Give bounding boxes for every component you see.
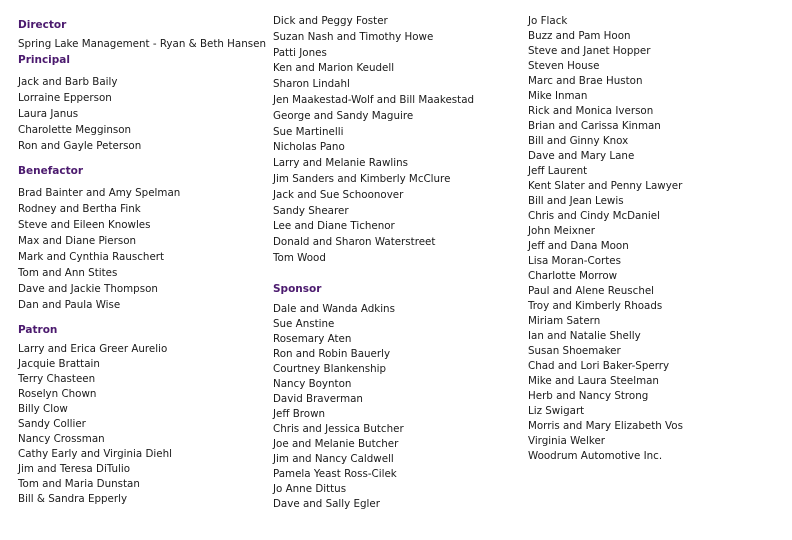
donor-name: Miriam Satern bbox=[528, 315, 601, 327]
donor-name: Marc and Brae Huston bbox=[528, 75, 643, 87]
donor-name: Herb and Nancy Strong bbox=[528, 390, 649, 402]
heading-sponsor: Sponsor bbox=[273, 283, 322, 295]
list-director bbox=[18, 36, 266, 52]
donor-name: Joe and Melanie Butcher bbox=[273, 438, 399, 450]
heading-patron: Patron bbox=[18, 324, 58, 336]
donor-name: Kent Slater and Penny Lawyer bbox=[528, 180, 683, 192]
donor-name: Suzan Nash and Timothy Howe bbox=[273, 30, 434, 43]
donor-name: Rodney and Bertha Fink bbox=[18, 203, 141, 215]
donor-name: Steven House bbox=[528, 60, 600, 72]
donor-name: Nancy Boynton bbox=[273, 378, 352, 390]
donor-name: Tom and Ann Stites bbox=[18, 267, 118, 279]
donor-name: Billy Clow bbox=[18, 403, 68, 415]
donor-name: Nancy Crossman bbox=[18, 433, 105, 445]
donor-name: Spring Lake Management - Ryan & Beth Hansen bbox=[18, 38, 266, 50]
donor-name: Mark and Cynthia Rauschert bbox=[18, 251, 165, 263]
donor-name: Chris and Cindy McDaniel bbox=[528, 210, 660, 222]
donor-name: Jim Sanders and Kimberly McClure bbox=[273, 172, 451, 185]
donor-name: Sue Martinelli bbox=[273, 125, 344, 138]
list-patron-continued bbox=[273, 14, 474, 267]
donor-name: Jo Flack bbox=[528, 15, 568, 27]
donor-name: Morris and Mary Elizabeth Vos bbox=[528, 420, 683, 432]
donor-name: Tom Wood bbox=[273, 251, 326, 264]
heading-principal: Principal bbox=[18, 54, 70, 66]
donor-name: Troy and Kimberly Rhoads bbox=[528, 300, 663, 312]
donor-name: Jeff and Dana Moon bbox=[528, 240, 629, 252]
donor-name: Sharon Lindahl bbox=[273, 78, 350, 91]
donor-name: Jeff Brown bbox=[273, 408, 326, 420]
donor-name: Larry and Erica Greer Aurelio bbox=[18, 343, 168, 355]
donor-name: Jim and Nancy Caldwell bbox=[273, 453, 394, 465]
donor-name: Buzz and Pam Hoon bbox=[528, 30, 631, 42]
donor-name: Patti Jones bbox=[273, 46, 327, 59]
donor-name: Ken and Marion Keudell bbox=[273, 62, 395, 75]
donor-name: Lisa Moran-Cortes bbox=[528, 255, 621, 267]
donor-name: Susan Shoemaker bbox=[528, 345, 621, 357]
donor-name: Dave and Jackie Thompson bbox=[18, 283, 158, 295]
donor-name: Jack and Sue Schoonover bbox=[273, 188, 404, 201]
donor-name: Max and Diane Pierson bbox=[18, 235, 137, 247]
donor-name: Ron and Robin Bauerly bbox=[273, 348, 391, 360]
donor-name: Larry and Melanie Rawlins bbox=[273, 157, 409, 170]
donor-name: Laura Janus bbox=[18, 108, 79, 120]
donor-name: Tom and Maria Dunstan bbox=[18, 478, 140, 490]
donor-name: George and Sandy Maguire bbox=[273, 109, 414, 122]
donor-name: Courtney Blankenship bbox=[273, 363, 387, 375]
donor-name: Jo Anne Dittus bbox=[273, 483, 347, 495]
donor-name: Liz Swigart bbox=[528, 405, 585, 417]
donor-name: Donald and Sharon Waterstreet bbox=[273, 236, 436, 249]
donor-name: Terry Chasteen bbox=[18, 373, 96, 385]
donor-name: Jen Maakestad-Wolf and Bill Maakestad bbox=[273, 93, 475, 106]
donor-name: Jeff Laurent bbox=[528, 165, 588, 177]
donor-name: Dale and Wanda Adkins bbox=[273, 303, 395, 315]
list-benefactor bbox=[18, 185, 180, 313]
donor-name: John Meixner bbox=[528, 225, 595, 237]
donor-name: Charolette Megginson bbox=[18, 124, 132, 136]
donor-name: Roselyn Chown bbox=[18, 388, 97, 400]
donor-name: Brian and Carissa Kinman bbox=[528, 120, 661, 132]
donor-name: Steve and Janet Hopper bbox=[528, 45, 651, 57]
donor-name: Bill and Ginny Knox bbox=[528, 135, 629, 147]
donor-name: Dick and Peggy Foster bbox=[273, 15, 388, 27]
donor-name: Jim and Teresa DiTulio bbox=[18, 463, 131, 475]
donor-name: Dan and Paula Wise bbox=[18, 299, 121, 311]
donor-name: Mike Inman bbox=[528, 90, 588, 102]
donor-name: Chris and Jessica Butcher bbox=[273, 423, 404, 435]
donor-name: Bill & Sandra Epperly bbox=[18, 493, 128, 505]
donor-name: Dave and Mary Lane bbox=[528, 150, 635, 162]
donor-name: Lee and Diane Tichenor bbox=[273, 220, 395, 233]
list-principal bbox=[18, 74, 141, 154]
list-sponsor bbox=[273, 302, 404, 512]
donor-name: Bill and Jean Lewis bbox=[528, 195, 624, 207]
donor-name: Virginia Welker bbox=[528, 435, 606, 447]
donor-name: Jacquie Brattain bbox=[18, 358, 100, 370]
donor-name: Paul and Alene Reuschel bbox=[528, 285, 655, 297]
donor-name: Chad and Lori Baker-Sperry bbox=[528, 360, 670, 372]
donor-name: Sandy Shearer bbox=[273, 204, 349, 217]
donor-name: Sue Anstine bbox=[273, 318, 335, 330]
donor-name: Jack and Barb Baily bbox=[18, 76, 118, 88]
donor-name: Rosemary Aten bbox=[273, 333, 352, 345]
donor-name: Rick and Monica Iverson bbox=[528, 105, 654, 117]
heading-benefactor: Benefactor bbox=[18, 165, 84, 177]
donor-name: Dave and Sally Egler bbox=[273, 498, 380, 510]
list-patron bbox=[18, 342, 172, 507]
donor-name: Woodrum Automotive Inc. bbox=[528, 450, 663, 462]
donor-name: Ian and Natalie Shelly bbox=[528, 330, 641, 342]
donor-name: Steve and Eileen Knowles bbox=[18, 219, 151, 231]
donor-name: Nicholas Pano bbox=[273, 141, 345, 154]
donor-name: Ron and Gayle Peterson bbox=[18, 140, 142, 152]
donor-name: Pamela Yeast Ross-Cilek bbox=[273, 468, 397, 480]
list-sponsor-continued bbox=[528, 14, 683, 464]
donor-name: Lorraine Epperson bbox=[18, 92, 112, 104]
donor-name: Charlotte Morrow bbox=[528, 270, 618, 282]
donor-name: Cathy Early and Virginia Diehl bbox=[18, 448, 172, 460]
donor-name: David Braverman bbox=[273, 393, 363, 405]
heading-director: Director bbox=[18, 19, 67, 31]
donor-name: Brad Bainter and Amy Spelman bbox=[18, 187, 181, 199]
donor-name: Sandy Collier bbox=[18, 418, 86, 430]
donor-name: Mike and Laura Steelman bbox=[528, 375, 659, 387]
